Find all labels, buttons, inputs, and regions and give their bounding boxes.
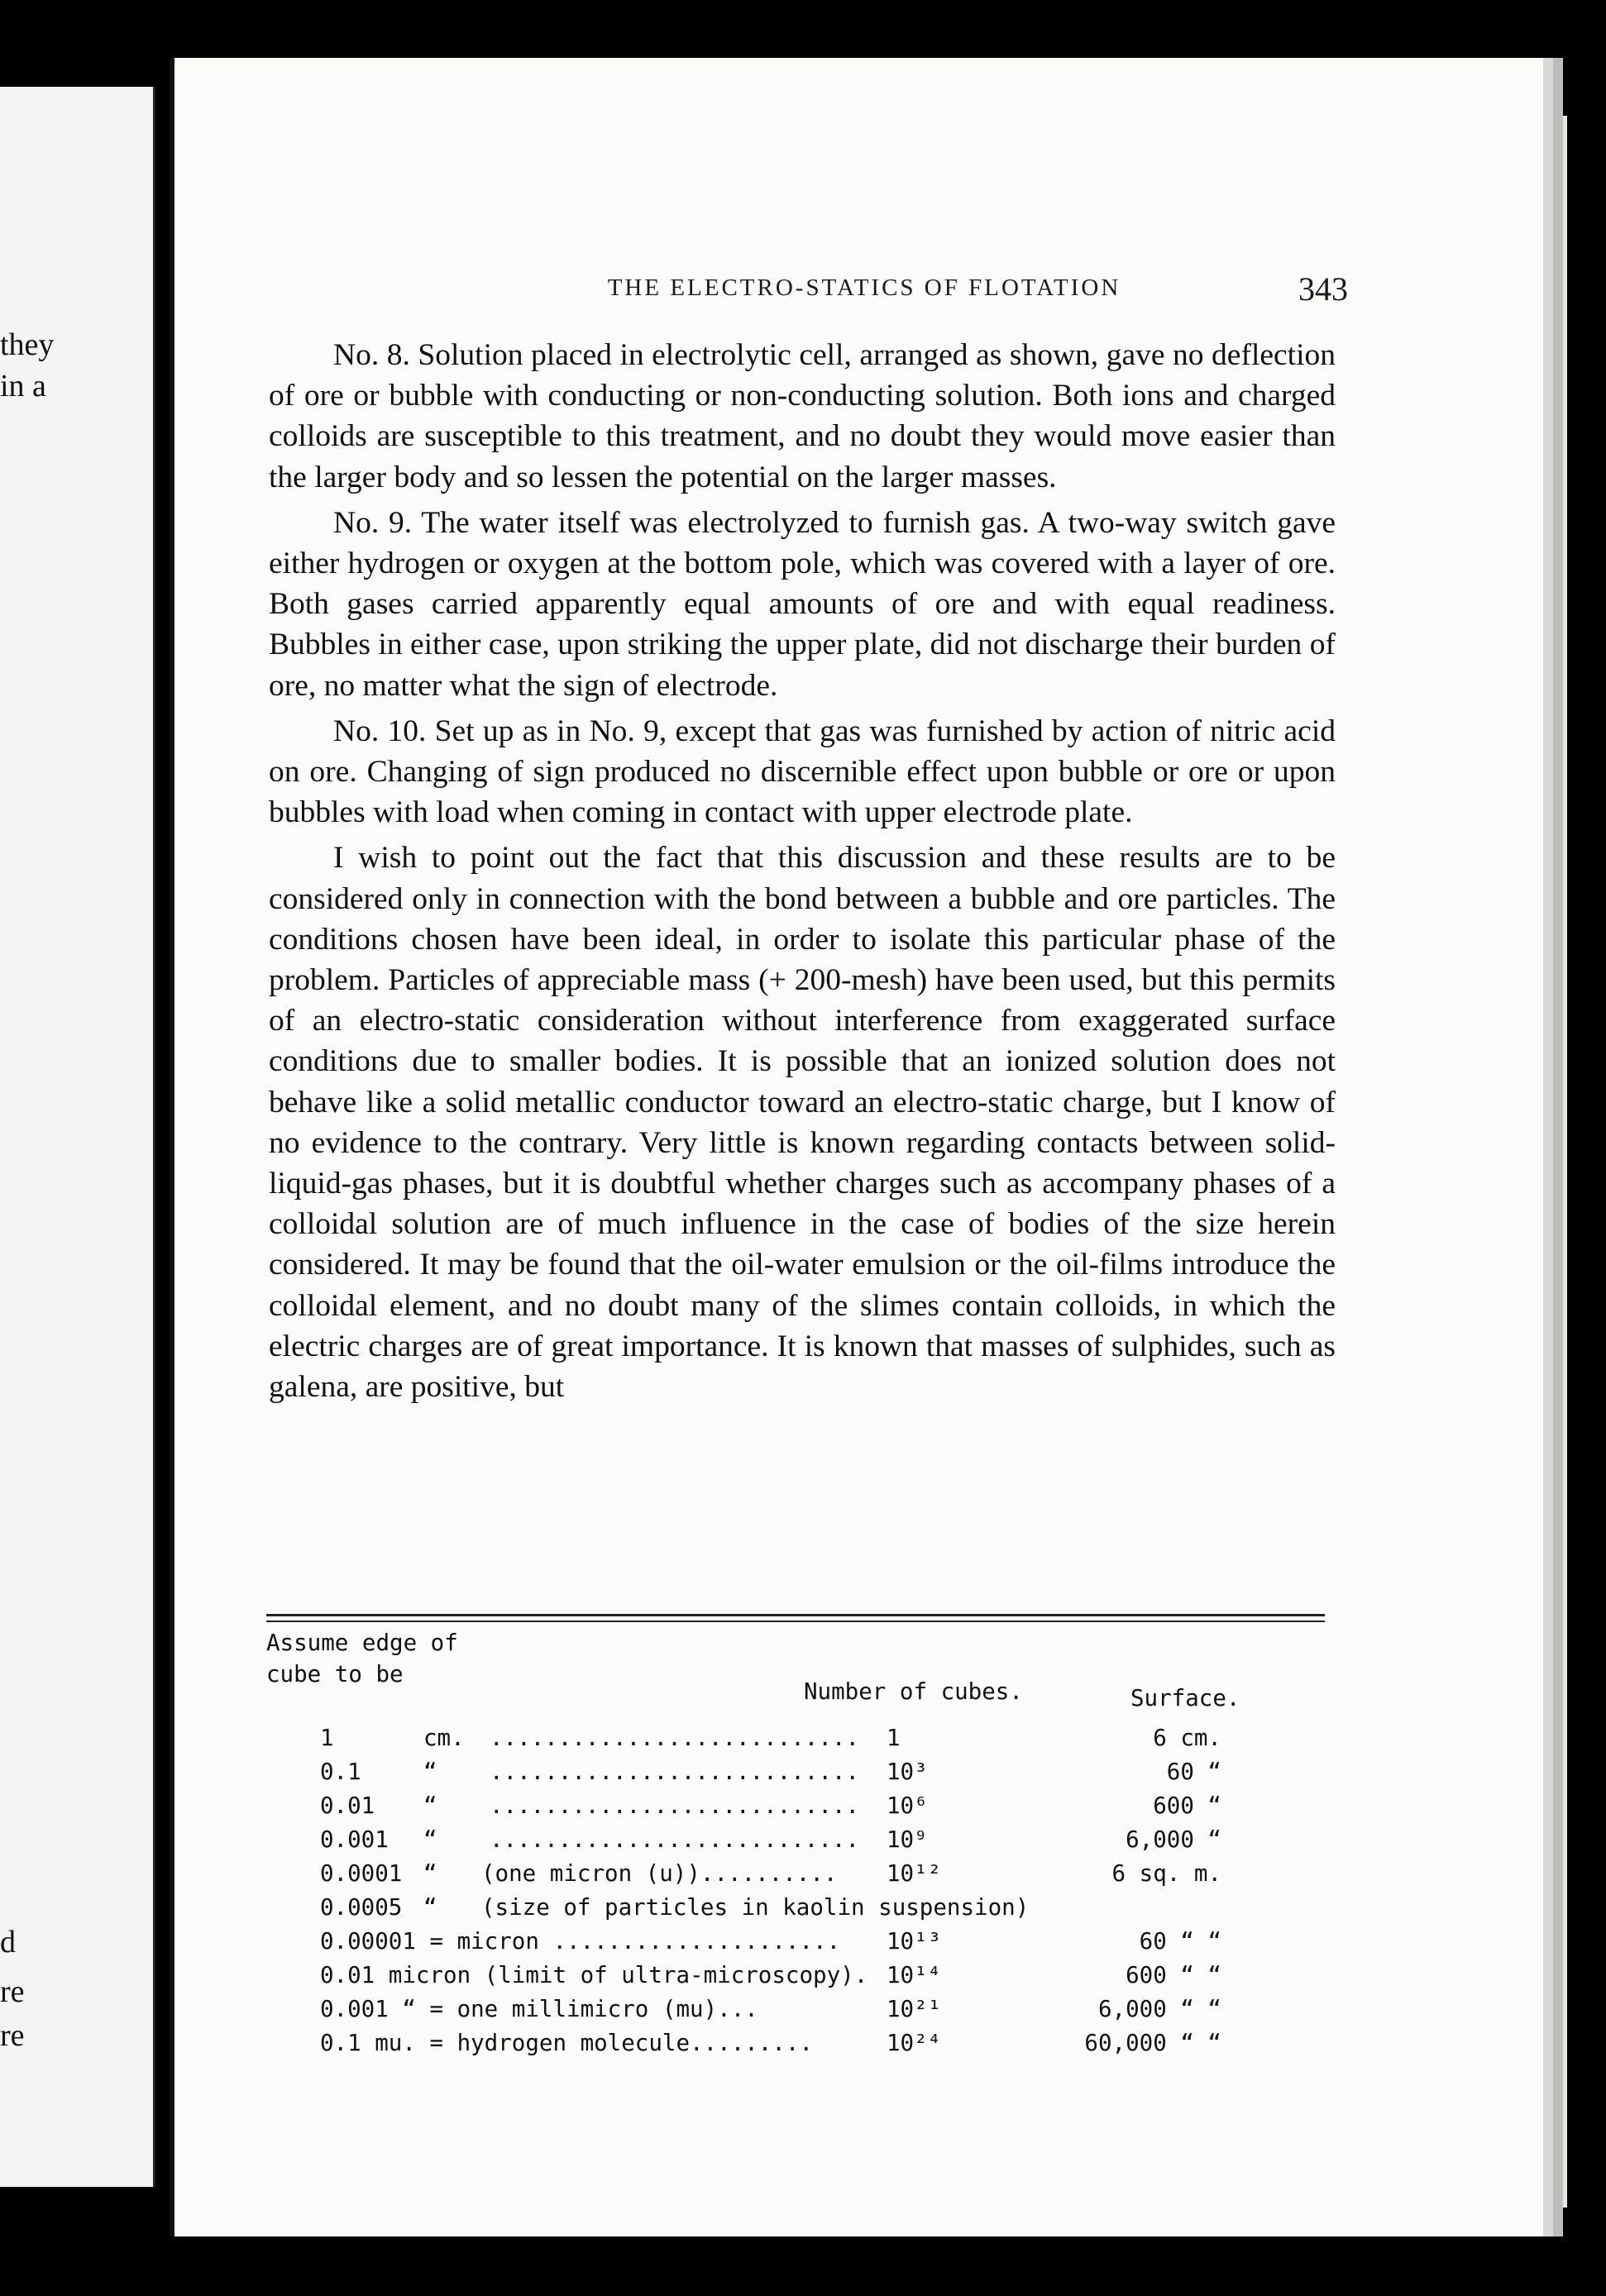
- table-row: [266, 1928, 1333, 1959]
- cell-edge: 0.0001: [320, 1860, 403, 1887]
- cell-leader: ...........................: [490, 1826, 860, 1853]
- cell-count: 10²⁴: [887, 2030, 942, 2056]
- cell-edge: 0.0005: [320, 1894, 403, 1921]
- table-row: [266, 1996, 1333, 2027]
- page-stack-edge: [1551, 116, 1567, 2208]
- table-stub-header: Assume edge of cube to be: [266, 1630, 458, 1687]
- facing-page-edge: [0, 87, 155, 2187]
- footnote-rule: [266, 1614, 1325, 1616]
- table-row: [266, 1792, 1333, 1824]
- table-row: [266, 1725, 1333, 1756]
- table-row: [266, 2030, 1333, 2061]
- cell-count: 10²¹: [887, 1996, 942, 2022]
- running-title: THE ELECTRO-STATICS OF FLOTATION: [607, 274, 1121, 301]
- cell-surface: 60 “ “: [1139, 1928, 1221, 1955]
- cell-note: (one micron (u))..........: [481, 1860, 838, 1887]
- cell-edge: 0.1 mu. = hydrogen molecule.........: [320, 2030, 814, 2056]
- cell-count: 10⁹: [887, 1826, 928, 1853]
- cell-surface: 6 cm.: [1153, 1725, 1221, 1751]
- cell-count: 10¹²: [887, 1860, 942, 1887]
- cell-surface: 600 “: [1153, 1792, 1221, 1819]
- cell-edge: 0.1: [320, 1759, 361, 1785]
- cell-leader: ...........................: [490, 1792, 860, 1819]
- table-header-count: Number of cubes.: [804, 1678, 1023, 1705]
- cell-count: 10¹⁴: [887, 1962, 942, 1988]
- cell-edge: 0.001: [320, 1826, 389, 1853]
- cell-edge: 0.00001 = micron .....................: [320, 1928, 841, 1955]
- facing-page-fragment: d: [0, 1925, 16, 1959]
- cell-unit: cm.: [423, 1725, 465, 1751]
- cell-edge: 0.01 micron (limit of ultra-microscopy).: [320, 1962, 868, 1988]
- cell-unit: “: [423, 1792, 437, 1819]
- cell-leader: ...........................: [490, 1759, 860, 1785]
- paragraph-no-10: No. 10. Set up as in No. 9, except that gas was furnished by action of nitric acid on ore. Changing of sign produced no discernible effect upon bubble or ore or upon bubbles with load when coming in contact with upper electrode plate.: [269, 714, 1336, 830]
- footnote-rule-double: [266, 1621, 1325, 1622]
- cell-unit: “: [423, 1826, 437, 1853]
- paragraph-no-8: No. 8. Solution placed in electrolytic cell, arranged as shown, gave no deflection of ore or bubble with conducting or non-conducting solution. Both ions and charged colloids are susceptible to this treatment, and no doubt they would move easier than the larger body and so lessen the potential on the larger masses.: [269, 338, 1336, 494]
- cell-leader: ...........................: [490, 1725, 860, 1751]
- table-row: [266, 1826, 1333, 1858]
- table-row: [266, 1962, 1333, 1993]
- cell-unit: “: [423, 1759, 437, 1785]
- cell-count: 10⁶: [887, 1792, 928, 1819]
- cell-unit: “: [423, 1894, 437, 1921]
- cell-count: 10³: [887, 1759, 928, 1785]
- cell-surface: 6 sq. m.: [1111, 1860, 1221, 1887]
- table-row: [266, 1894, 1333, 1926]
- cell-surface: 60,000 “ “: [1084, 2030, 1221, 2056]
- facing-page-fragment: re: [0, 1974, 25, 2009]
- facing-page-fragment: they: [0, 327, 55, 362]
- cell-count: 10¹³: [887, 1928, 942, 1955]
- cell-surface: 6,000 “ “: [1097, 1996, 1221, 2022]
- facing-page-fragment: re: [0, 2018, 25, 2053]
- table-row: [266, 1759, 1333, 1790]
- cell-count: 1: [887, 1725, 901, 1751]
- table-row: [266, 1860, 1333, 1892]
- cell-surface: 60 “: [1166, 1759, 1221, 1785]
- facing-page-fragment: in a: [0, 369, 46, 403]
- cell-note: (size of particles in kaolin suspension): [481, 1894, 1030, 1921]
- paragraph-no-9: No. 9. The water itself was electrolyzed to furnish gas. A two-way switch gave either hydrogen or oxygen at the bottom pole, which was covered with a layer of ore. Both gases carried apparently equal amounts of ore and with equal readiness. Bubbles in either case, upon striking the upper plate, did not discharge their burden of ore, no matter what the sign of electrode.: [269, 505, 1336, 703]
- page-number: 343: [1298, 270, 1348, 308]
- table-header-surface: Surface.: [1130, 1685, 1240, 1711]
- cell-surface: 600 “ “: [1126, 1962, 1221, 1988]
- paragraph-discussion: I wish to point out the fact that this discussion and these results are to be considered only in connection with the bond between a bubble and ore particles. The conditions chosen have been ideal, in order to isolate this particular phase of the problem. Particles of appreciable mass (+ 200-mesh) have been used, but this permits of an electro-static consideration without interference from exaggerated surface conditions due to smaller bodies. It is possible that an ionized solution does not behave like a solid metallic conductor toward an electro-static charge, but I know of no evidence to the contrary. Very little is known regarding contacts between solid-liquid-gas phases, but it is doubtful whether charges such as accompany phases of a colloidal solution are of much influence in the case of bodies of the size herein considered. It may be found that the oil-water emulsion or the oil-films introduce the colloidal element, and no doubt many of the slimes contain colloids, in which the electric charges are of great importance. It is known that masses of sulphides, such as galena, are positive, but: [269, 841, 1336, 1405]
- cell-surface: 6,000 “: [1126, 1826, 1221, 1853]
- cell-unit: “: [423, 1860, 437, 1887]
- cell-edge: 1: [320, 1725, 334, 1751]
- cell-edge: 0.01: [320, 1792, 375, 1819]
- body-text: [269, 335, 1336, 1412]
- cell-edge: 0.001 “ = one millimicro (mu)...: [320, 1996, 758, 2022]
